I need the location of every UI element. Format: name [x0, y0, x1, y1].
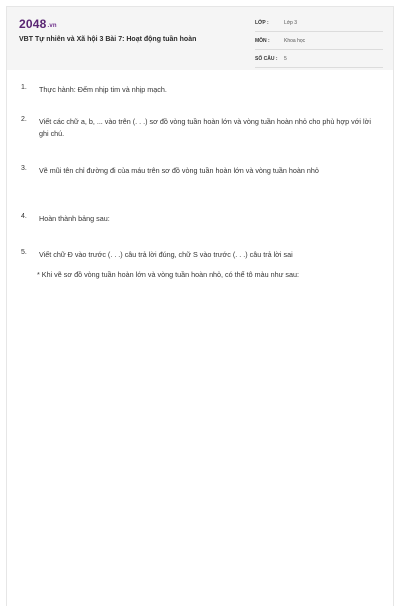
- meta-info: [255, 19, 383, 73]
- worksheet-page: [6, 6, 394, 606]
- logo-tld: .vn: [47, 23, 57, 29]
- meta-value-subject: Khoa học: [284, 38, 306, 44]
- meta-row-subject: [255, 37, 383, 50]
- site-logo[interactable]: [19, 17, 57, 31]
- meta-value-count: 5: [284, 56, 287, 62]
- question-number: 2.: [21, 116, 27, 123]
- meta-row-class: [255, 19, 383, 32]
- question-number: 3.: [21, 165, 27, 172]
- question-text: Hoàn thành bảng sau:: [39, 214, 110, 223]
- question-text: Viết các chữ a, b, ... vào trên (. . .) sơ đồ vòng tuần hoàn lớn và vòng tuần hoàn nhỏ cho phù hợp với lời ghi chú.: [39, 117, 371, 138]
- question-text: Viết chữ Đ vào trước (. . .) câu trả lời đúng, chữ S vào trước (. . .) câu trả lời sai: [39, 250, 293, 259]
- coloring-note: * Khi vẽ sơ đồ vòng tuần hoàn lớn và vòng tuần hoàn nhỏ, có thể tô màu như sau:: [37, 270, 299, 279]
- page-title: VBT Tự nhiên và Xã hội 3 Bài 7: Hoạt động tuần hoàn: [19, 36, 197, 43]
- question-number: 1.: [21, 84, 27, 91]
- logo-text: 2048: [19, 17, 47, 31]
- question-number: 5.: [21, 249, 27, 256]
- question-number: 4.: [21, 213, 27, 220]
- question-text: Thực hành: Đếm nhịp tim và nhịp mạch.: [39, 85, 167, 94]
- question-text: Vẽ mũi tên chỉ đường đi của máu trên sơ đồ vòng tuần hoàn lớn và vòng tuần hoàn nhỏ: [39, 166, 319, 175]
- worksheet-header: [7, 7, 393, 70]
- meta-key-class: LỚP :: [255, 20, 269, 26]
- meta-key-subject: MÔN :: [255, 38, 270, 44]
- meta-row-count: [255, 55, 383, 68]
- meta-key-count: SỐ CÂU :: [255, 56, 278, 62]
- meta-value-class: Lớp 3: [284, 20, 298, 26]
